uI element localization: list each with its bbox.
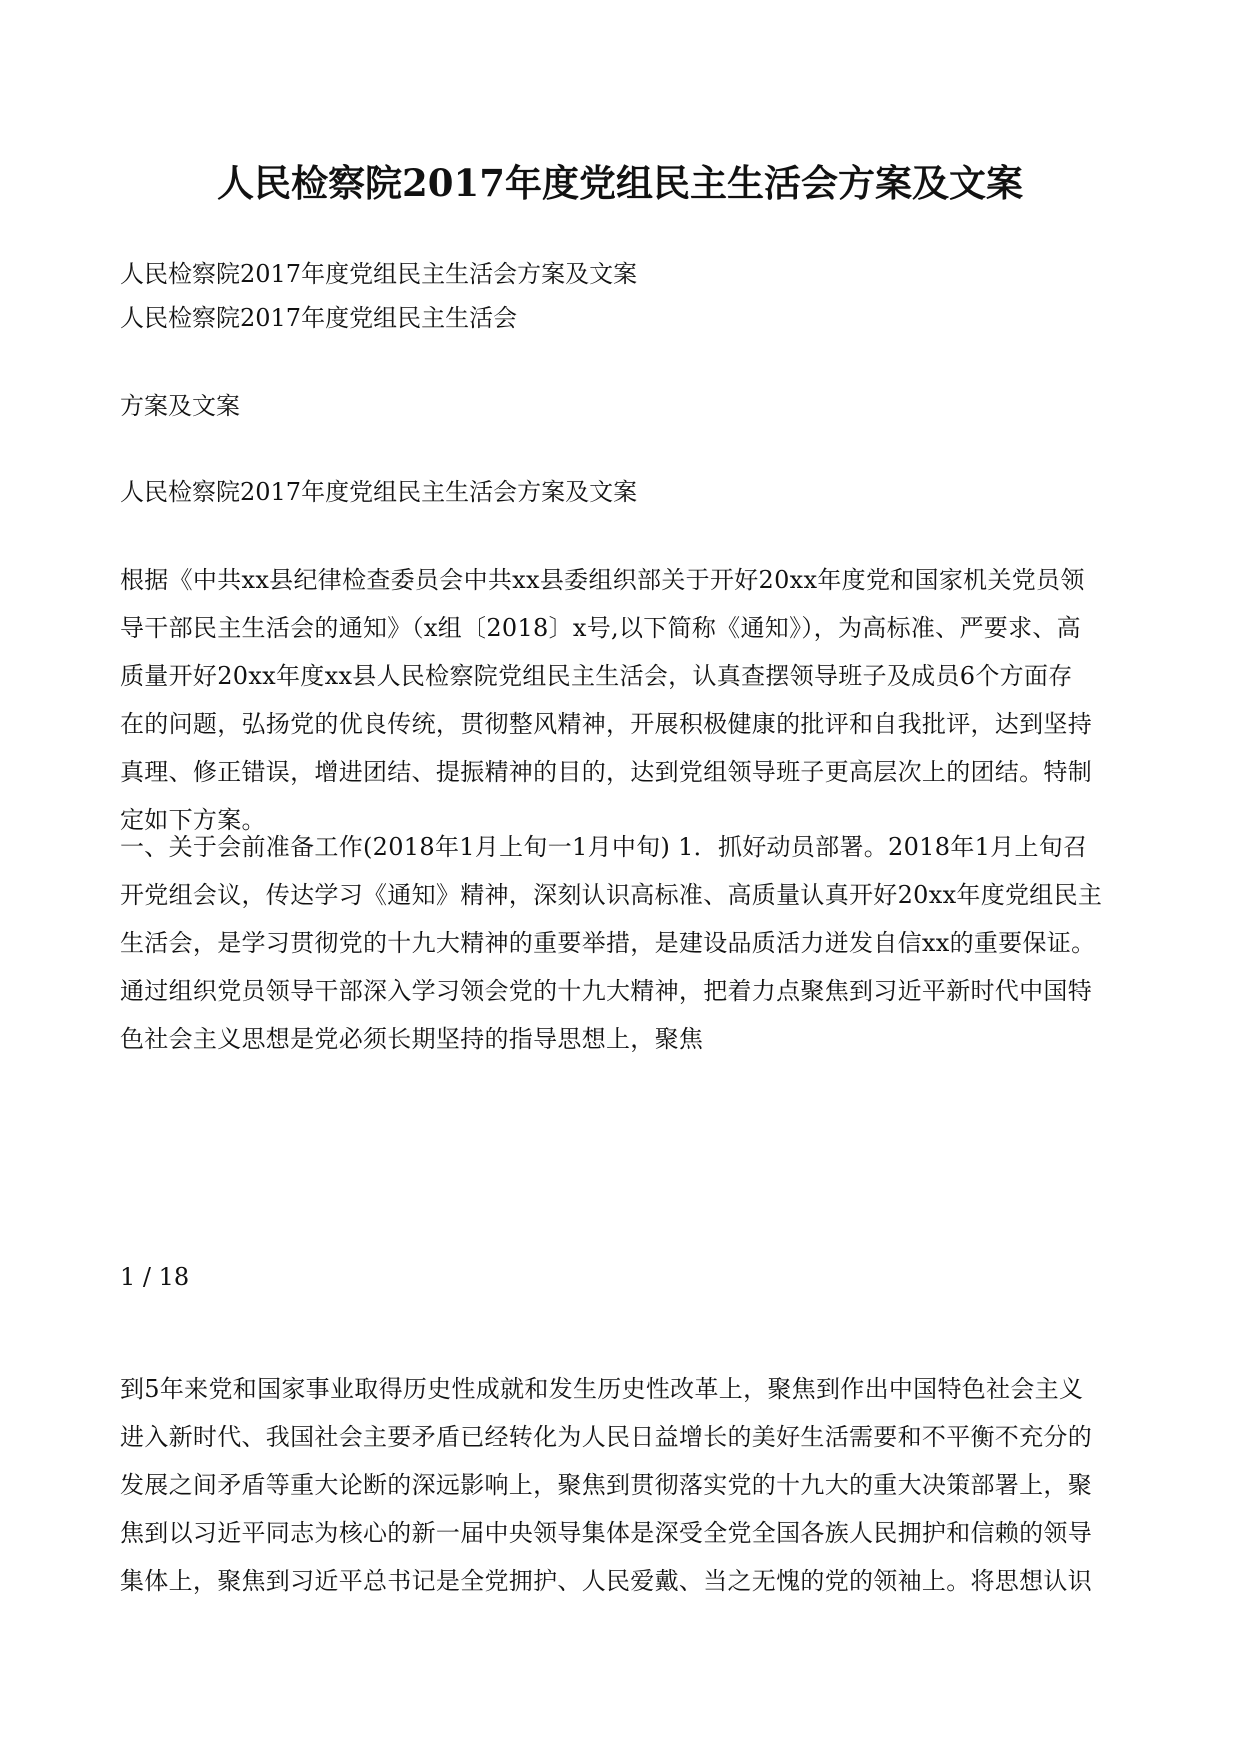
heading-line-2: 人民检察院2017年度党组民主生活会 xyxy=(120,304,518,332)
paragraph-1-line: 定如下方案。 xyxy=(120,806,266,834)
paragraph-3-line: 集体上，聚焦到习近平总书记是全党拥护、人民爱戴、当之无愧的党的领袖上。将思想认识 xyxy=(120,1567,1092,1595)
paragraph-1-line: 在的问题，弘扬党的优良传统，贯彻整风精神，开展积极健康的批评和自我批评，达到坚持 xyxy=(120,710,1092,738)
paragraph-2-line: 色社会主义思想是党必须长期坚持的指导思想上，聚焦 xyxy=(120,1025,704,1053)
paragraph-2-line: 通过组织党员领导干部深入学习领会党的十九大精神，把着力点聚焦到习近平新时代中国特 xyxy=(120,977,1092,1005)
heading-line-3: 方案及文案 xyxy=(120,392,240,420)
paragraph-2-line: 一、关于会前准备工作(2018年1月上旬一1月中旬) 1．抓好动员部署。2018年1月上旬召 xyxy=(120,833,1088,861)
page-number: 1 / 18 xyxy=(120,1263,190,1291)
paragraph-3-line: 到5年来党和国家事业取得历史性成就和发生历史性改革上，聚焦到作出中国特色社会主义 xyxy=(120,1375,1084,1403)
paragraph-1-line: 真理、修正错误，增进团结、提振精神的目的，达到党组领导班子更高层次上的团结。特制 xyxy=(120,758,1092,786)
document-title: 人民检察院2017年度党组民主生活会方案及文案 xyxy=(217,161,1023,205)
paragraph-1-line: 导干部民主生活会的通知》（x组〔2018〕x号,以下简称《通知》），为高标准、严要求、高 xyxy=(120,614,1081,642)
paragraph-2 xyxy=(120,823,1120,1063)
paragraph-2-line: 开党组会议，传达学习《通知》精神，深刻认识高标准、高质量认真开好20xx年度党组民主 xyxy=(120,881,1103,909)
heading-line-1: 人民检察院2017年度党组民主生活会方案及文案 xyxy=(120,260,638,288)
heading-line-4: 人民检察院2017年度党组民主生活会方案及文案 xyxy=(120,478,638,506)
paragraph-3-line: 发展之间矛盾等重大论断的深远影响上，聚焦到贯彻落实党的十九大的重大决策部署上，聚 xyxy=(120,1471,1092,1499)
paragraph-2-line: 生活会，是学习贯彻党的十九大精神的重要举措，是建设品质活力迸发自信xx的重要保证。 xyxy=(120,929,1096,957)
paragraph-3-line: 焦到以习近平同志为核心的新一届中央领导集体是深受全党全国各族人民拥护和信赖的领导 xyxy=(120,1519,1092,1547)
paragraph-1-line: 根据《中共xx县纪律检查委员会中共xx县委组织部关于开好20xx年度党和国家机关党员领 xyxy=(120,566,1085,594)
paragraph-3 xyxy=(120,1365,1120,1605)
paragraph-1-line: 质量开好20xx年度xx县人民检察院党组民主生活会，认真查摆领导班子及成员6个方面存 xyxy=(120,662,1073,690)
paragraph-1 xyxy=(120,556,1120,844)
paragraph-3-line: 进入新时代、我国社会主要矛盾已经转化为人民日益增长的美好生活需要和不平衡不充分的 xyxy=(120,1423,1092,1451)
